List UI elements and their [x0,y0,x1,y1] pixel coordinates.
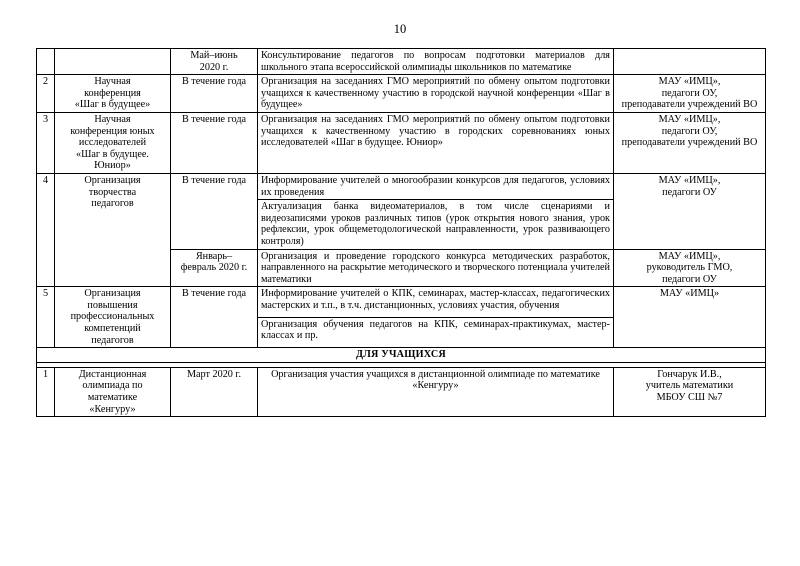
responsible-line: педагоги ОУ, [661,87,718,99]
responsible-line: МАУ «ИМЦ», [658,76,721,88]
name-line: Научная [94,113,131,125]
row-name-cell [55,112,171,173]
name-line: педагогов [91,334,134,346]
row-responsible-cell: МАУ «ИМЦ» [614,287,766,348]
responsible-line: учитель математики [645,380,734,392]
row-date-cell: Март 2020 г. [171,367,258,416]
row-name-cell [55,173,171,286]
row-date-cell [171,49,258,75]
row-date-cell: В течение года [171,75,258,113]
row-date-cell: В течение года [171,287,258,348]
plan-table [36,48,766,417]
row-activity-cell: Актуализация банка видеоматериалов, в том числе сценариями и видеозаписями уроков различных типов (урок открытия нового знания, урок рефлексии, урок общеметодологической направленности, урок развивающего контроля) [258,200,614,249]
name-line: Научная [94,76,131,88]
name-line: Организация [84,288,141,300]
row-responsible-cell [614,112,766,173]
row-number-cell: 5 [37,287,55,348]
row-name-cell [55,75,171,113]
plan-table-container [36,48,765,417]
row-number-cell: 1 [37,367,55,416]
table-row [37,367,766,416]
name-line: профессиональных [70,311,155,323]
date-line: Май–июнь [190,50,238,61]
row-activity-cell: Организация на заседаниях ГМО мероприятий по обмену опытом подготовки учащихся к качественному участию в городских соревнованиях юных исследователей «Шаг в будущее. Юниор» [258,112,614,173]
page-number: 10 [393,22,407,36]
row-responsible-cell [614,75,766,113]
name-line: конференция [84,87,141,99]
name-line: Дистанционная [78,368,147,380]
row-number-cell: 2 [37,75,55,113]
row-responsible-cell [614,367,766,416]
responsible-line: МБОУ СШ №7 [656,392,723,404]
name-line: повышения [87,299,138,311]
row-responsible-cell [614,49,766,75]
date-line: 2020 г. [199,61,229,73]
row-name-cell [55,49,171,75]
name-line: исследователей [78,137,147,149]
responsible-line: МАУ «ИМЦ», [658,250,721,262]
name-line: математике [87,392,138,404]
row-date-cell [171,249,258,287]
responsible-line: преподаватели учреждений ВО [621,99,758,111]
responsible-line: преподаватели учреждений ВО [621,137,758,149]
row-number-cell: 3 [37,112,55,173]
name-line: Организация [84,174,141,186]
name-line: педагогов [91,198,134,210]
table-row [37,112,766,173]
name-line: олимпиада по [82,380,143,392]
row-responsible-cell [614,249,766,287]
responsible-line: педагоги ОУ, [661,125,718,137]
name-line: «Кенгуру» [89,403,136,415]
row-responsible-cell [614,173,766,249]
name-line: «Шаг в будущее. [76,148,149,160]
section-header-row [37,348,766,363]
row-date-cell: В течение года [171,112,258,173]
row-activity-cell: Консультирование педагогов по вопросам подготовки материалов для школьного этапа всероссийской олимпиады школьников по математике [258,49,614,75]
row-activity-cell: Информирование учителей о многообразии конкурсов для педагогов, условиях их проведения [258,173,614,199]
row-activity-cell: Информирование учителей о КПК, семинарах, мастер-классах, педагогических мастерских и т.п., в т.ч. дистанционных, условиях участия, обучения [258,287,614,317]
row-activity-cell: Организация обучения педагогов на КПК, семинарах-практикумах, мастер-классах и пр. [258,317,614,347]
table-row [37,49,766,75]
responsible-line: руководитель ГМО, [646,262,733,274]
row-date-cell: В течение года [171,173,258,249]
responsible-line: педагоги ОУ [662,273,717,285]
row-activity-cell: Организация участия учащихся в дистанционной олимпиаде по математике «Кенгуру» [258,367,614,416]
row-activity-cell: Организация и проведение городского конкурса методических разработок, направленного на раскрытие методического и творческого потенциала учителей математики [258,249,614,287]
name-line: конференция юных [70,125,155,137]
row-number-cell [37,49,55,75]
table-row [37,173,766,199]
table-row [37,287,766,317]
responsible-line: Гончарук И.В., [657,368,722,380]
row-activity-cell: Организация на заседаниях ГМО мероприятий по обмену опытом подготовки учащихся к качественному участию в городской научной конференции «Шаг в будущее» [258,75,614,113]
name-line: «Шаг в будущее» [74,99,151,111]
date-line: Январь– [195,250,233,262]
name-line: Юниор» [94,160,131,172]
row-name-cell [55,367,171,416]
responsible-line: МАУ «ИМЦ», [658,174,721,186]
responsible-line: МАУ «ИМЦ», [658,113,721,125]
responsible-line: педагоги ОУ [662,186,717,198]
name-line: компетенций [84,323,141,335]
row-name-cell [55,287,171,348]
section-header: ДЛЯ УЧАЩИХСЯ [37,348,766,363]
date-line: февраль 2020 г. [180,262,248,274]
row-number-cell: 4 [37,173,55,286]
table-row [37,75,766,113]
name-line: творчества [88,186,137,198]
